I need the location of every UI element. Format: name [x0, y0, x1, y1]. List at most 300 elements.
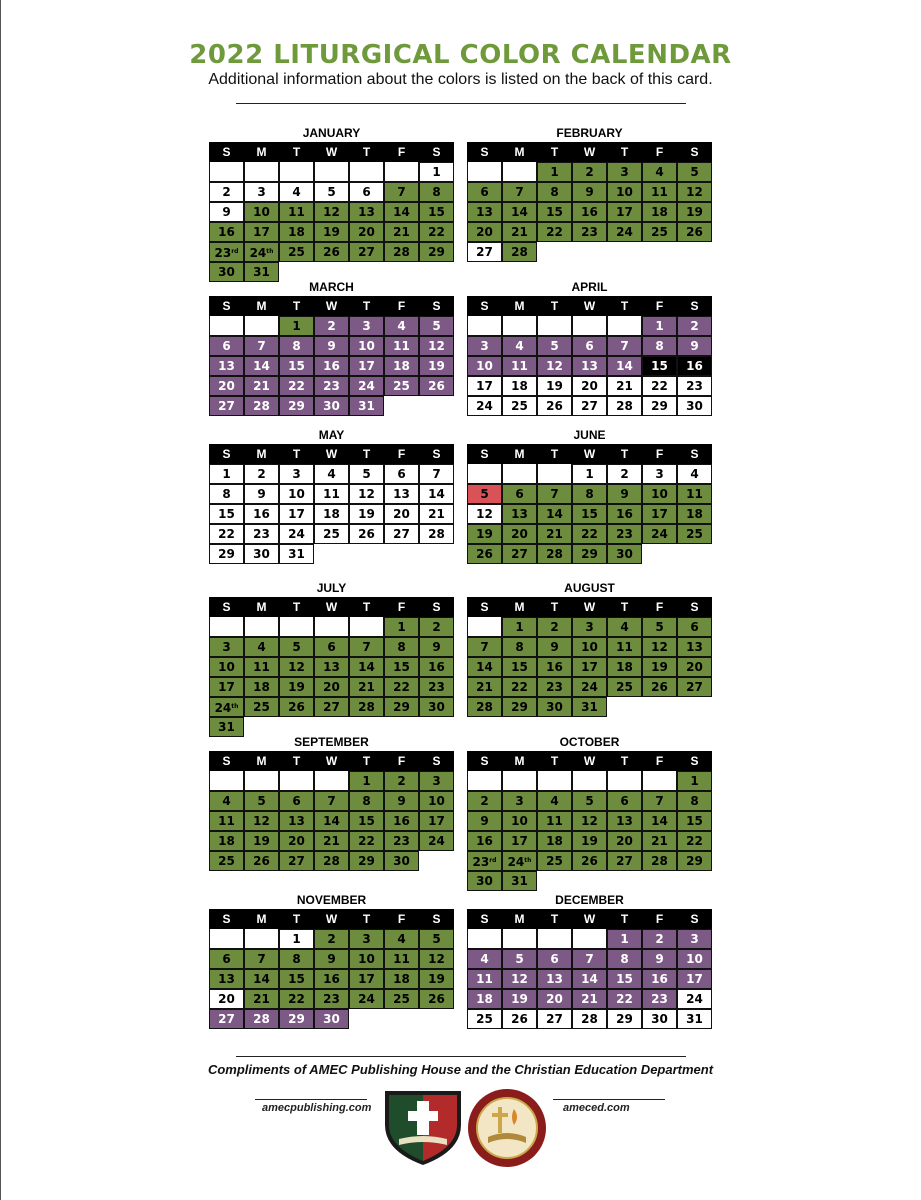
day-cell: 1 [349, 771, 384, 791]
day-cell: 4 [209, 791, 244, 811]
empty-day-cell [209, 929, 244, 949]
weekday-label: M [514, 447, 525, 461]
weekday-label: S [690, 145, 699, 159]
day-cell: 31 [209, 717, 244, 737]
day-cell: 28 [349, 697, 384, 717]
weekday-header [209, 142, 454, 162]
weekday-label: W [583, 912, 596, 926]
day-cell: 27 [572, 396, 607, 416]
day-cell: 1 [279, 929, 314, 949]
empty-day-cell [349, 162, 384, 182]
day-cell: 1 [537, 162, 572, 182]
day-cell: 9 [642, 949, 677, 969]
day-cell: 3 [349, 929, 384, 949]
weekday-label: S [432, 145, 441, 159]
day-cell: 14 [419, 484, 454, 504]
christian-education-seal-icon [466, 1087, 548, 1169]
day-cell: 1 [642, 316, 677, 336]
day-cell: 8 [209, 484, 244, 504]
empty-day-cell [467, 617, 502, 637]
day-cell: 24th [502, 851, 537, 871]
day-cell: 14 [467, 657, 502, 677]
empty-day-cell [209, 771, 244, 791]
day-cell: 27 [607, 851, 642, 871]
weekday-label: F [655, 912, 664, 926]
day-cell: 24 [642, 524, 677, 544]
weekday-label: S [222, 145, 231, 159]
empty-day-cell [279, 771, 314, 791]
day-cell: 9 [467, 811, 502, 831]
day-cell: 7 [244, 336, 279, 356]
weekday-label: F [397, 145, 406, 159]
weekday-label: F [655, 754, 664, 768]
day-cell: 1 [279, 316, 314, 336]
weekday-label: T [292, 299, 301, 313]
day-cell: 11 [642, 182, 677, 202]
day-cell: 11 [467, 969, 502, 989]
day-cell: 15 [279, 969, 314, 989]
day-cell: 9 [314, 336, 349, 356]
month-february [467, 124, 712, 262]
day-cell: 7 [467, 637, 502, 657]
day-cell: 15 [537, 202, 572, 222]
day-cell: 23 [642, 989, 677, 1009]
weekday-label: T [550, 754, 559, 768]
weekday-label: T [362, 145, 371, 159]
weekday-label: S [480, 912, 489, 926]
day-cell: 30 [642, 1009, 677, 1029]
weekday-label: M [514, 600, 525, 614]
day-cell: 2 [537, 617, 572, 637]
day-cell: 7 [537, 484, 572, 504]
day-cell: 18 [314, 504, 349, 524]
day-cell: 31 [572, 697, 607, 717]
day-cell: 11 [502, 356, 537, 376]
weekday-label: W [325, 912, 338, 926]
day-cell: 24 [279, 524, 314, 544]
empty-day-cell [642, 771, 677, 791]
day-cell: 24 [349, 989, 384, 1009]
day-cell: 13 [537, 969, 572, 989]
weekday-label: T [292, 145, 301, 159]
weekday-label: S [222, 754, 231, 768]
day-cell: 29 [642, 396, 677, 416]
day-cell: 15 [642, 356, 677, 376]
day-cell: 17 [572, 657, 607, 677]
day-cell: 27 [502, 544, 537, 564]
day-cell: 6 [467, 182, 502, 202]
weekday-label: T [620, 600, 629, 614]
weekday-label: T [362, 754, 371, 768]
weekday-header [209, 909, 454, 929]
page-title: 2022 LITURGICAL COLOR CALENDAR [189, 40, 732, 70]
day-cell: 23 [314, 376, 349, 396]
day-cell: 7 [384, 182, 419, 202]
day-cell: 7 [502, 182, 537, 202]
weekday-header [467, 909, 712, 929]
day-cell: 26 [502, 1009, 537, 1029]
weekday-label: T [550, 600, 559, 614]
day-cell: 31 [244, 262, 279, 282]
day-cell: 3 [642, 464, 677, 484]
day-cell: 29 [349, 851, 384, 871]
month-name: DECEMBER [555, 893, 624, 907]
day-cell: 22 [419, 222, 454, 242]
weekday-label: T [620, 145, 629, 159]
month-august [467, 579, 712, 717]
weekday-label: W [325, 447, 338, 461]
weekday-label: F [655, 299, 664, 313]
day-cell: 2 [244, 464, 279, 484]
weekday-label: M [256, 145, 267, 159]
weekday-label: W [583, 299, 596, 313]
day-cell: 27 [537, 1009, 572, 1029]
weekday-label: S [222, 299, 231, 313]
day-cell: 28 [642, 851, 677, 871]
empty-day-cell [244, 617, 279, 637]
day-cell: 4 [537, 791, 572, 811]
day-cell: 5 [502, 949, 537, 969]
day-cell: 24 [677, 989, 712, 1009]
day-cell: 21 [419, 504, 454, 524]
day-cell: 3 [419, 771, 454, 791]
day-cell: 19 [419, 356, 454, 376]
day-cell: 18 [502, 376, 537, 396]
day-cell: 10 [419, 791, 454, 811]
weekday-label: S [432, 600, 441, 614]
day-cell: 18 [384, 356, 419, 376]
day-cell: 16 [244, 504, 279, 524]
day-cell: 16 [314, 356, 349, 376]
day-cell: 6 [502, 484, 537, 504]
weekday-label: T [550, 447, 559, 461]
day-cell: 21 [467, 677, 502, 697]
day-cell: 20 [384, 504, 419, 524]
day-cell: 27 [209, 396, 244, 416]
day-cell: 8 [572, 484, 607, 504]
day-cell: 5 [244, 791, 279, 811]
day-cell: 1 [384, 617, 419, 637]
empty-day-cell [279, 617, 314, 637]
day-cell: 23rd [209, 242, 244, 262]
day-cell: 21 [642, 831, 677, 851]
day-cell: 5 [314, 182, 349, 202]
day-cell: 6 [209, 336, 244, 356]
weekday-label: S [480, 299, 489, 313]
weekday-label: T [362, 299, 371, 313]
day-cell: 10 [677, 949, 712, 969]
month-march [209, 278, 454, 416]
day-cell: 22 [572, 524, 607, 544]
month-july [209, 579, 454, 737]
day-cell: 20 [537, 989, 572, 1009]
day-cell: 20 [279, 831, 314, 851]
day-cell: 12 [502, 969, 537, 989]
day-cell: 3 [244, 182, 279, 202]
day-cell: 27 [349, 242, 384, 262]
day-cell: 3 [279, 464, 314, 484]
day-cell: 3 [502, 791, 537, 811]
empty-day-cell [502, 929, 537, 949]
weekday-label: T [620, 912, 629, 926]
empty-day-cell [314, 162, 349, 182]
day-cell: 15 [677, 811, 712, 831]
month-october [467, 733, 712, 891]
day-cell: 3 [209, 637, 244, 657]
empty-day-cell [314, 617, 349, 637]
month-name: MARCH [309, 280, 354, 294]
amec-publishing-link[interactable]: amecpublishing.com [262, 1102, 372, 1114]
day-cell: 15 [349, 811, 384, 831]
day-cell: 18 [384, 969, 419, 989]
day-cell: 2 [467, 791, 502, 811]
day-cell: 2 [209, 182, 244, 202]
day-cell: 18 [279, 222, 314, 242]
day-cell: 20 [314, 677, 349, 697]
day-cell: 1 [677, 771, 712, 791]
weekday-header [209, 444, 454, 464]
day-cell: 20 [502, 524, 537, 544]
empty-day-cell [572, 771, 607, 791]
day-cell: 10 [607, 182, 642, 202]
empty-day-cell [502, 464, 537, 484]
day-cell: 10 [244, 202, 279, 222]
weekday-label: F [655, 600, 664, 614]
day-cell: 13 [502, 504, 537, 524]
day-cell: 11 [244, 657, 279, 677]
day-cell: 4 [467, 949, 502, 969]
day-cell: 3 [572, 617, 607, 637]
weekday-header [467, 142, 712, 162]
weekday-label: S [432, 299, 441, 313]
day-cell: 18 [642, 202, 677, 222]
day-cell: 18 [537, 831, 572, 851]
day-cell: 11 [314, 484, 349, 504]
month-december [467, 891, 712, 1029]
day-cell: 12 [537, 356, 572, 376]
month-name: SEPTEMBER [294, 735, 369, 749]
day-cell: 27 [677, 677, 712, 697]
day-cell: 26 [419, 989, 454, 1009]
empty-day-cell [537, 929, 572, 949]
day-cell: 14 [502, 202, 537, 222]
day-cell: 17 [607, 202, 642, 222]
day-cell: 14 [537, 504, 572, 524]
day-cell: 2 [607, 464, 642, 484]
weekday-label: T [620, 754, 629, 768]
weekday-label: S [222, 600, 231, 614]
day-cell: 10 [572, 637, 607, 657]
day-cell: 19 [572, 831, 607, 851]
day-cell: 11 [607, 637, 642, 657]
day-cell: 10 [642, 484, 677, 504]
day-cell: 30 [384, 851, 419, 871]
day-cell: 30 [419, 697, 454, 717]
weekday-label: S [432, 912, 441, 926]
day-cell: 13 [209, 969, 244, 989]
day-cell: 1 [502, 617, 537, 637]
day-cell: 25 [384, 989, 419, 1009]
weekday-label: S [480, 145, 489, 159]
day-cell: 18 [244, 677, 279, 697]
day-cell: 24 [607, 222, 642, 242]
weekday-label: M [514, 145, 525, 159]
day-cell: 7 [314, 791, 349, 811]
day-cell: 15 [384, 657, 419, 677]
day-cell: 11 [384, 336, 419, 356]
day-cell: 21 [572, 989, 607, 1009]
day-cell: 7 [607, 336, 642, 356]
weekday-label: T [292, 600, 301, 614]
day-cell: 23 [572, 222, 607, 242]
day-cell: 30 [209, 262, 244, 282]
day-cell: 6 [607, 791, 642, 811]
empty-day-cell [467, 929, 502, 949]
day-cell: 2 [572, 162, 607, 182]
month-january [209, 124, 454, 282]
day-cell: 29 [572, 544, 607, 564]
day-cell: 12 [677, 182, 712, 202]
weekday-label: F [397, 754, 406, 768]
day-cell: 13 [314, 657, 349, 677]
day-cell: 23rd [467, 851, 502, 871]
day-cell: 26 [244, 851, 279, 871]
day-cell: 22 [537, 222, 572, 242]
day-cell: 16 [467, 831, 502, 851]
day-cell: 7 [572, 949, 607, 969]
day-cell: 6 [537, 949, 572, 969]
day-cell: 28 [502, 242, 537, 262]
weekday-label: F [655, 447, 664, 461]
day-cell: 20 [607, 831, 642, 851]
day-cell: 19 [677, 202, 712, 222]
page-left-edge [0, 0, 1, 1200]
day-cell: 2 [314, 316, 349, 336]
day-grid [209, 162, 454, 282]
day-cell: 28 [244, 1009, 279, 1029]
day-cell: 26 [314, 242, 349, 262]
day-cell: 12 [419, 336, 454, 356]
weekday-label: S [690, 299, 699, 313]
weekday-label: S [432, 754, 441, 768]
day-cell: 14 [642, 811, 677, 831]
day-cell: 17 [349, 356, 384, 376]
day-cell: 2 [419, 617, 454, 637]
weekday-label: T [620, 447, 629, 461]
day-cell: 9 [209, 202, 244, 222]
day-cell: 1 [209, 464, 244, 484]
day-cell: 25 [384, 376, 419, 396]
day-cell: 16 [572, 202, 607, 222]
weekday-label: S [432, 447, 441, 461]
day-cell: 4 [314, 464, 349, 484]
weekday-label: S [222, 447, 231, 461]
day-cell: 17 [502, 831, 537, 851]
day-cell: 23 [314, 989, 349, 1009]
day-cell: 22 [607, 989, 642, 1009]
day-cell: 11 [384, 949, 419, 969]
day-cell: 17 [209, 677, 244, 697]
day-cell: 14 [607, 356, 642, 376]
day-cell: 12 [467, 504, 502, 524]
day-cell: 28 [314, 851, 349, 871]
day-cell: 11 [537, 811, 572, 831]
empty-day-cell [502, 771, 537, 791]
day-cell: 29 [607, 1009, 642, 1029]
empty-day-cell [384, 162, 419, 182]
day-cell: 30 [314, 1009, 349, 1029]
day-cell: 24th [209, 697, 244, 717]
day-cell: 19 [244, 831, 279, 851]
day-cell: 17 [349, 969, 384, 989]
day-cell: 24 [467, 396, 502, 416]
empty-day-cell [467, 316, 502, 336]
day-cell: 27 [467, 242, 502, 262]
day-cell: 28 [419, 524, 454, 544]
day-cell: 2 [384, 771, 419, 791]
day-cell: 21 [384, 222, 419, 242]
empty-day-cell [467, 771, 502, 791]
day-cell: 4 [642, 162, 677, 182]
day-cell: 1 [419, 162, 454, 182]
empty-day-cell [607, 771, 642, 791]
day-cell: 9 [384, 791, 419, 811]
empty-day-cell [209, 316, 244, 336]
day-cell: 17 [642, 504, 677, 524]
day-cell: 9 [244, 484, 279, 504]
day-grid [467, 316, 712, 416]
day-cell: 22 [677, 831, 712, 851]
day-cell: 5 [467, 484, 502, 504]
day-cell: 19 [419, 969, 454, 989]
day-cell: 6 [384, 464, 419, 484]
day-cell: 18 [467, 989, 502, 1009]
day-cell: 25 [642, 222, 677, 242]
ameced-link[interactable]: ameced.com [563, 1102, 630, 1114]
day-cell: 19 [314, 222, 349, 242]
weekday-label: M [256, 447, 267, 461]
month-name: JULY [316, 581, 347, 595]
day-cell: 4 [279, 182, 314, 202]
weekday-label: S [690, 600, 699, 614]
empty-day-cell [537, 316, 572, 336]
day-cell: 14 [314, 811, 349, 831]
day-cell: 16 [419, 657, 454, 677]
day-cell: 18 [209, 831, 244, 851]
day-cell: 8 [349, 791, 384, 811]
day-cell: 19 [279, 677, 314, 697]
weekday-label: T [292, 447, 301, 461]
weekday-label: T [292, 754, 301, 768]
day-cell: 31 [677, 1009, 712, 1029]
weekday-label: T [362, 600, 371, 614]
day-cell: 15 [572, 504, 607, 524]
weekday-label: S [480, 447, 489, 461]
day-cell: 4 [384, 929, 419, 949]
day-cell: 25 [209, 851, 244, 871]
day-cell: 6 [677, 617, 712, 637]
day-cell: 14 [572, 969, 607, 989]
day-cell: 9 [537, 637, 572, 657]
day-cell: 6 [572, 336, 607, 356]
month-april [467, 278, 712, 416]
day-cell: 12 [314, 202, 349, 222]
day-cell: 23 [537, 677, 572, 697]
day-cell: 10 [279, 484, 314, 504]
day-cell: 27 [209, 1009, 244, 1029]
month-name: NOVEMBER [296, 893, 367, 907]
day-cell: 9 [572, 182, 607, 202]
